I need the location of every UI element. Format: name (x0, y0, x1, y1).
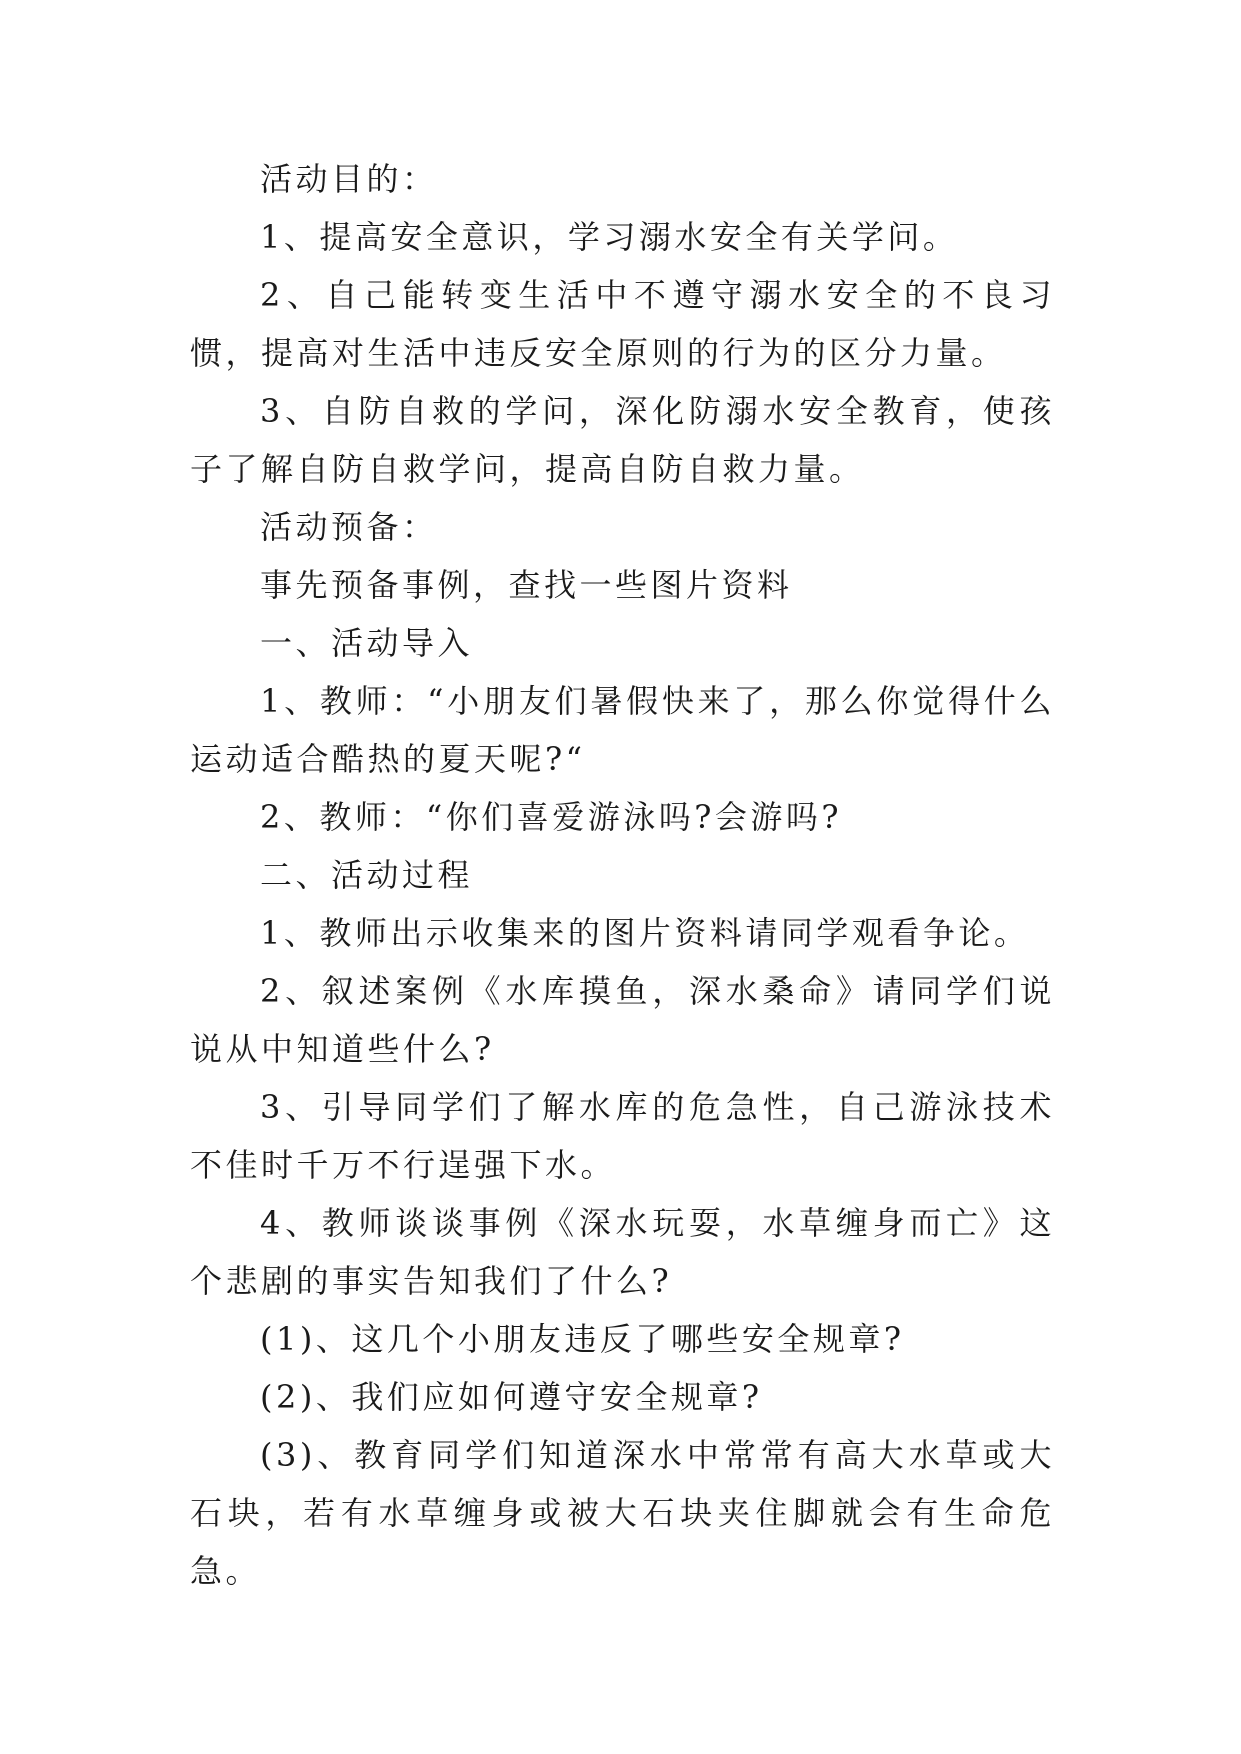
prep-text: 事先预备事例，查找一些图片资料 (260, 566, 793, 604)
heading-activity-prep: 活动预备： (260, 508, 438, 546)
process-item-3: 3、引导同学们了解水库的危急性，自己游泳技术不佳时千万不行逞强下水。 (190, 1088, 1055, 1184)
process-item-4: 4、教师谈谈事例《深水玩耍，水草缠身而亡》这个悲剧的事实告知我们了什么? (190, 1204, 1055, 1300)
heading-activity-goal: 活动目的： (260, 160, 438, 198)
document-body (190, 150, 1055, 1600)
sub-item-1: (1)、这几个小朋友违反了哪些安全规章? (260, 1320, 905, 1358)
goal-item-2: 2、自己能转变生活中不遵守溺水安全的不良习惯，提高对生活中违反安全原则的行为的区分力量。 (190, 276, 1055, 372)
sub-item-3: (3)、教育同学们知道深水中常常有高大水草或大石块，若有水草缠身或被大石块夹住脚就会有生命危急。 (190, 1436, 1055, 1590)
section-intro-heading: 一、活动导入 (260, 624, 474, 662)
goal-item-1: 1、提高安全意识，学习溺水安全有关学问。 (260, 218, 959, 256)
intro-item-2: 2、教师：“你们喜爱游泳吗?会游吗? (260, 798, 843, 836)
process-item-1: 1、教师出示收集来的图片资料请同学观看争论。 (260, 914, 1030, 952)
intro-item-1: 1、教师：“小朋友们暑假快来了，那么你觉得什么运动适合酷热的夏天呢?“ (190, 682, 1055, 778)
process-item-2: 2、叙述案例《水库摸鱼，深水桑命》请同学们说说从中知道些什么? (190, 972, 1055, 1068)
section-process-heading: 二、活动过程 (260, 856, 474, 894)
sub-item-2: (2)、我们应如何遵守安全规章? (260, 1378, 763, 1416)
goal-item-3: 3、自防自救的学问，深化防溺水安全教育，使孩子了解自防自救学问，提高自防自救力量。 (190, 392, 1055, 488)
